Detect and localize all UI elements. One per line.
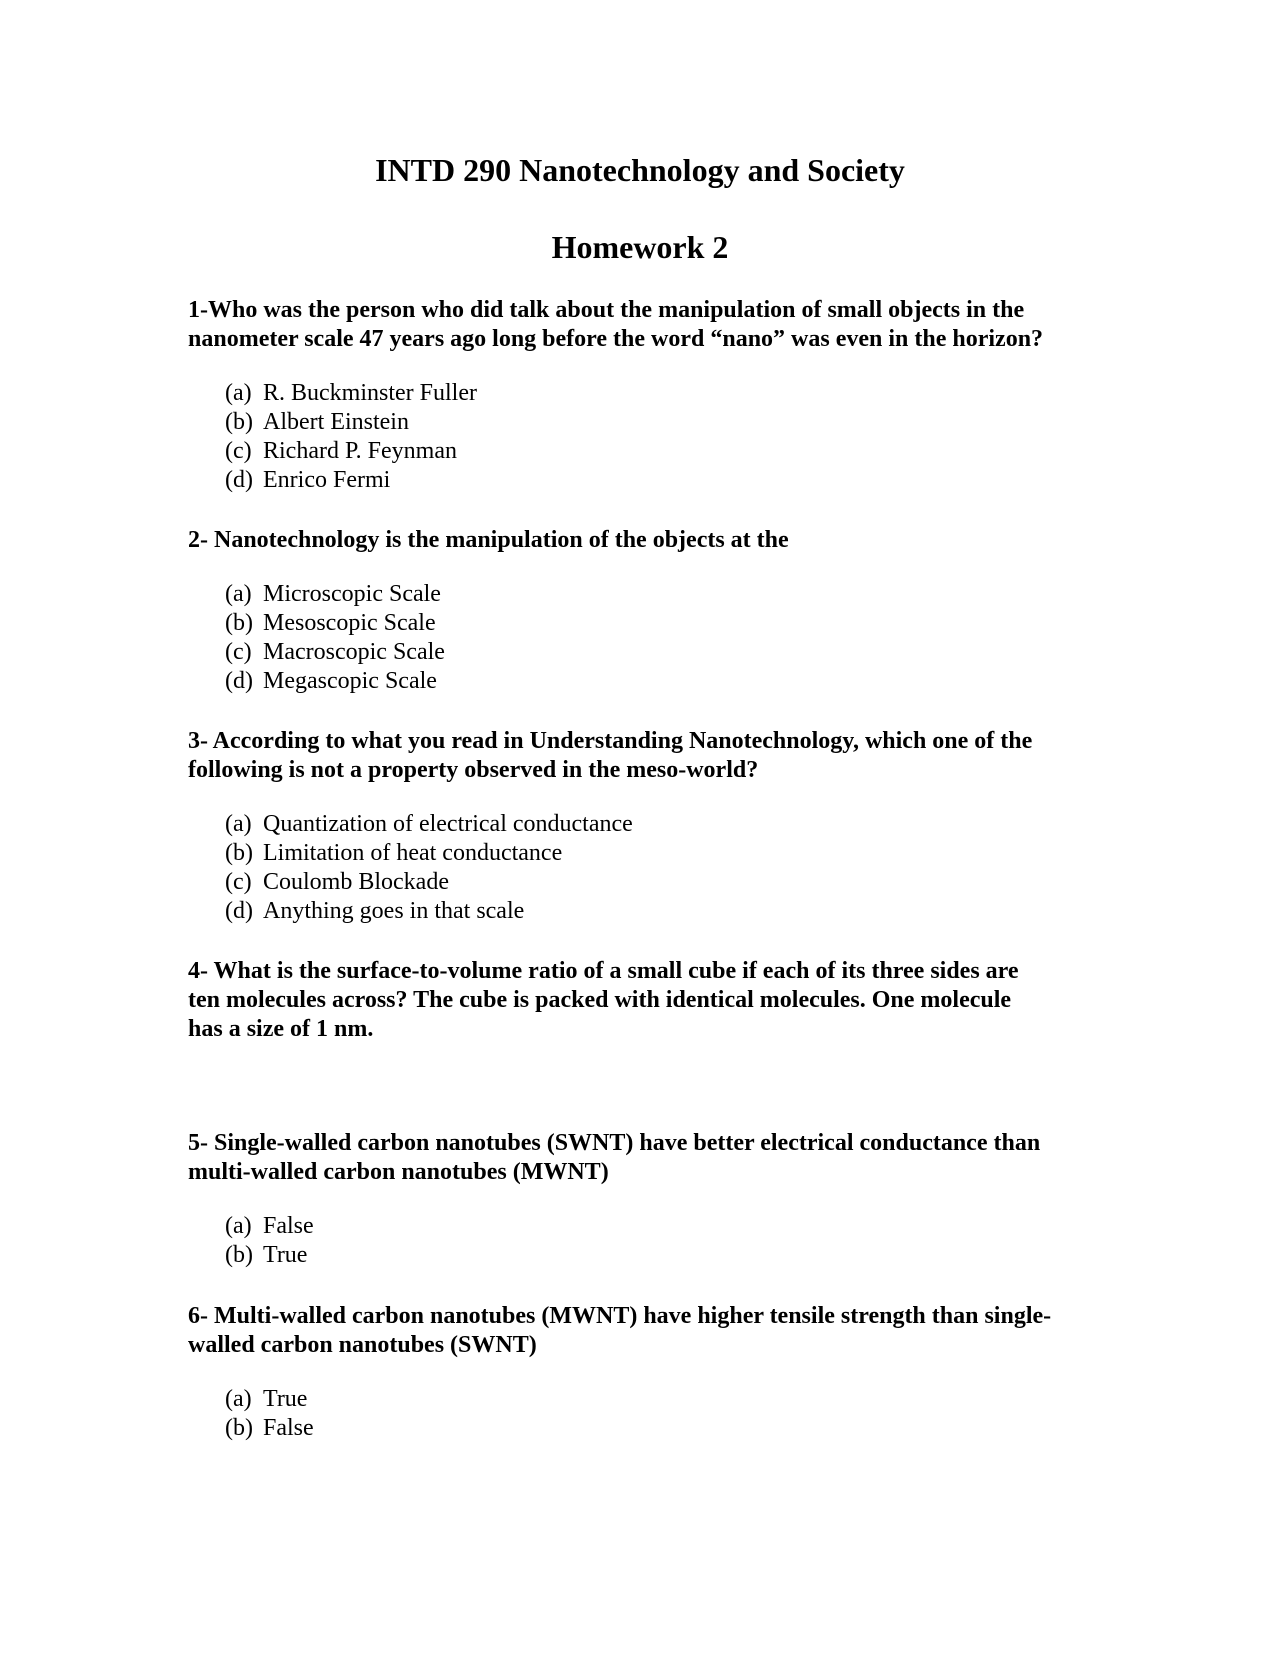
- option-text: Coulomb Blockade: [263, 869, 449, 895]
- answer-option: [225, 638, 1098, 667]
- answer-options: [225, 580, 1098, 696]
- option-letter: (b): [225, 840, 253, 866]
- option-text: True: [263, 1386, 308, 1412]
- answer-options: [225, 1212, 1098, 1270]
- option-letter: (d): [225, 898, 253, 924]
- option-text: True: [263, 1242, 308, 1268]
- document-subtitle: Homework 2: [551, 229, 729, 265]
- question-text: 2- Nanotechnology is the manipulation of the objects at the: [188, 527, 789, 553]
- answer-option: [225, 868, 1098, 897]
- option-text: Megascopic Scale: [263, 668, 437, 694]
- question-text: 6- Multi-walled carbon nanotubes (MWNT) have higher tensile strength than single- walled carbon nanotubes (SWNT): [188, 1303, 1052, 1358]
- question-1: [188, 296, 1098, 495]
- question-6: [188, 1302, 1098, 1443]
- question-text: 3- According to what you read in Understanding Nanotechnology, which one of the following is not a property observed in the meso-world?: [188, 728, 1033, 783]
- option-letter: (a): [225, 811, 252, 837]
- option-text: Microscopic Scale: [263, 581, 441, 607]
- option-letter: (a): [225, 1386, 252, 1412]
- answer-option: [225, 667, 1098, 696]
- question-2: [188, 526, 1098, 696]
- answer-options: [225, 379, 1098, 495]
- option-text: False: [263, 1213, 314, 1239]
- answer-option: [225, 1212, 1098, 1241]
- option-letter: (b): [225, 610, 253, 636]
- option-letter: (c): [225, 438, 252, 464]
- question-text: 5- Single-walled carbon nanotubes (SWNT) have better electrical conductance than multi-walled carbon nanotubes (MWNT): [188, 1130, 1041, 1185]
- option-letter: (d): [225, 467, 253, 493]
- option-text: False: [263, 1415, 314, 1441]
- option-letter: (a): [225, 581, 252, 607]
- answer-option: [225, 839, 1098, 868]
- answer-option: [225, 1241, 1098, 1270]
- option-letter: (a): [225, 380, 252, 406]
- option-text: Mesoscopic Scale: [263, 610, 436, 636]
- option-letter: (b): [225, 409, 253, 435]
- answer-option: [225, 1385, 1098, 1414]
- option-text: Macroscopic Scale: [263, 639, 445, 665]
- answer-option: [225, 810, 1098, 839]
- answer-option: [225, 408, 1098, 437]
- question-4: [188, 957, 1098, 1044]
- option-text: Limitation of heat conductance: [263, 840, 563, 866]
- option-letter: (c): [225, 639, 252, 665]
- answer-option: [225, 466, 1098, 495]
- answer-option: [225, 379, 1098, 408]
- answer-option: [225, 897, 1098, 926]
- option-text: Quantization of electrical conductance: [263, 811, 633, 837]
- option-text: Richard P. Feynman: [263, 438, 457, 464]
- document-title: INTD 290 Nanotechnology and Society: [375, 152, 905, 188]
- option-letter: (b): [225, 1242, 253, 1268]
- option-text: R. Buckminster Fuller: [263, 380, 477, 406]
- option-letter: (a): [225, 1213, 252, 1239]
- answer-options: [225, 1385, 1098, 1443]
- answer-option: [225, 609, 1098, 638]
- question-text: 1-Who was the person who did talk about the manipulation of small objects in the nanometer scale 47 years ago long before the word “nano” was even in the horizon?: [188, 297, 1044, 352]
- answer-option: [225, 1414, 1098, 1443]
- option-text: Enrico Fermi: [263, 467, 391, 493]
- answer-options: [225, 810, 1098, 926]
- answer-option: [225, 580, 1098, 609]
- option-text: Albert Einstein: [263, 409, 409, 435]
- question-text: 4- What is the surface-to-volume ratio of a small cube if each of its three sides are ten molecules across? The cube is packed with identical molecules. One molecule has a size of 1 nm.: [188, 958, 1019, 1042]
- option-letter: (c): [225, 869, 252, 895]
- option-text: Anything goes in that scale: [263, 898, 525, 924]
- answer-option: [225, 437, 1098, 466]
- question-3: [188, 727, 1098, 926]
- option-letter: (d): [225, 668, 253, 694]
- question-5: [188, 1129, 1098, 1270]
- option-letter: (b): [225, 1415, 253, 1441]
